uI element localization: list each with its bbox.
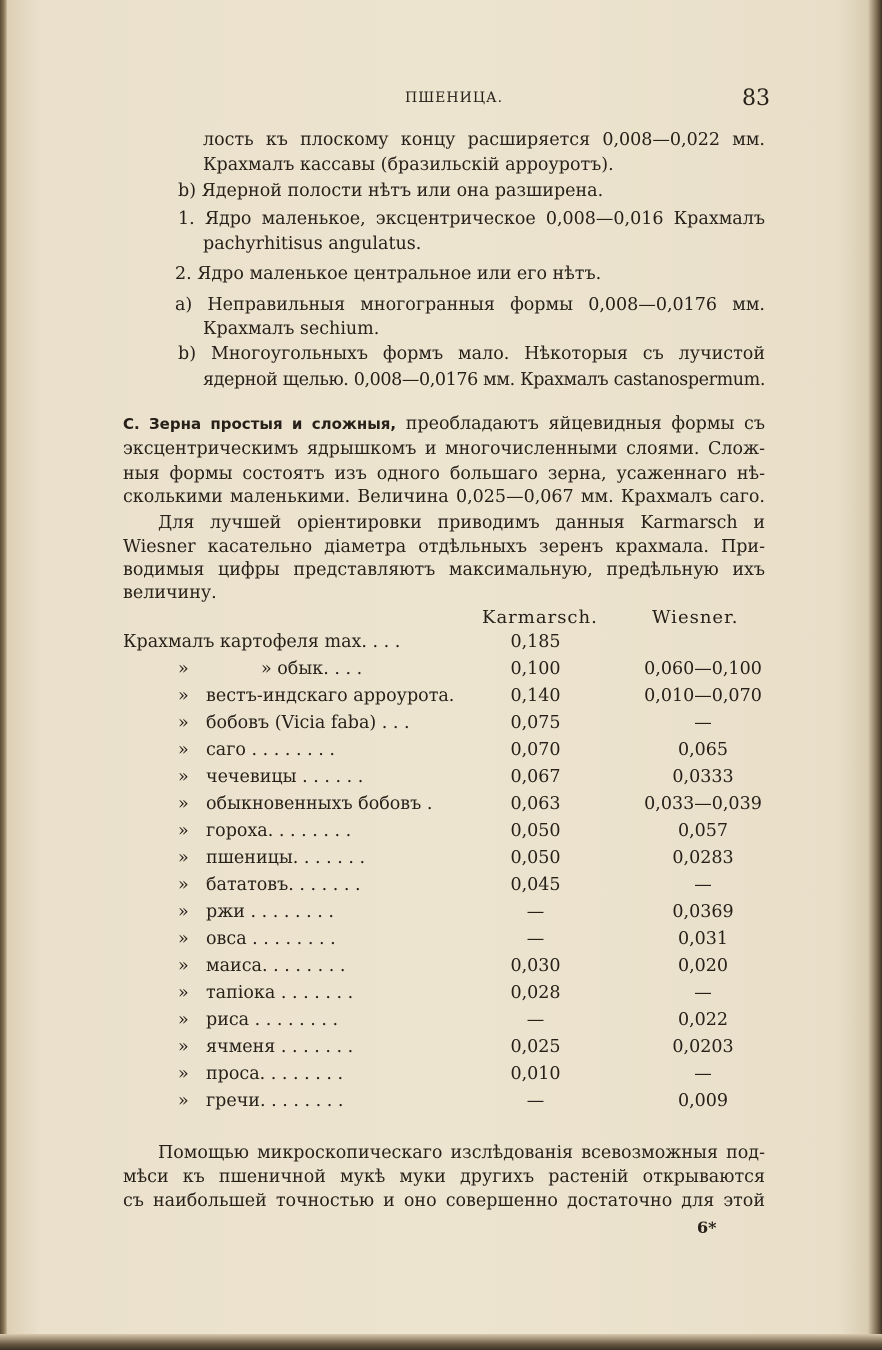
wiesner-value: 0,010—0,070 <box>644 686 762 706</box>
karmarsch-value: 0,025 <box>510 1037 561 1057</box>
section-c-line: эксцентрическимъ ядрышкомъ и многочисленными слоями. Слож- <box>123 439 765 459</box>
page-edge-right <box>868 0 882 1335</box>
wiesner-value: 0,0369 <box>672 902 734 922</box>
starch-name: вестъ-индскаго арроурота. <box>206 686 455 706</box>
section-c-heading: С. Зерна простыя и сложныя, <box>123 415 397 433</box>
starch-name: тапіока . . . . . . . <box>206 983 354 1003</box>
starch-name: Крахмалъ картофеля max. . . . <box>123 632 401 652</box>
starch-name: чечевицы . . . . . . <box>206 767 364 787</box>
wiesner-value: 0,031 <box>677 929 729 949</box>
ditto-mark: » <box>178 713 189 733</box>
column-header-wiesner: Wiesner. <box>652 607 739 628</box>
starch-name: ржи . . . . . . . . <box>206 902 334 922</box>
wiesner-value: — <box>694 1064 712 1084</box>
key-line: pachyrhitisus angulatus. <box>203 234 422 254</box>
ditto-mark: » <box>178 1037 189 1057</box>
ditto-mark: » <box>178 794 189 814</box>
karmarsch-value: 0,100 <box>510 659 561 679</box>
ditto-mark: » <box>178 740 189 760</box>
wiesner-value: 0,022 <box>677 1010 729 1030</box>
closing-line: мѣси къ пшеничной мукѣ муки другихъ растеній открываются <box>123 1167 765 1187</box>
starch-name: ячменя . . . . . . . <box>206 1037 354 1057</box>
section-c-text: преобладаютъ яйцевидныя формы съ <box>405 414 765 434</box>
intro-line: водимыя цифры представляютъ максимальную, предѣльную ихъ <box>123 560 765 580</box>
key-line: a) Неправильныя многогранныя формы 0,008—0,0176 мм. <box>175 295 765 315</box>
wiesner-value: — <box>694 875 712 895</box>
signature-mark: 6* <box>697 1218 717 1237</box>
table-row <box>123 929 768 955</box>
ditto-mark: » <box>178 956 189 976</box>
wiesner-value: 0,060—0,100 <box>644 659 762 679</box>
table-row <box>123 659 768 685</box>
key-line: b) Многоугольныхъ формъ мало. Нѣкоторыя съ лучистой <box>178 344 765 364</box>
starch-name: риса . . . . . . . . <box>206 1010 339 1030</box>
karmarsch-value: 0,063 <box>510 794 561 814</box>
table-row <box>123 632 768 658</box>
karmarsch-value: 0,067 <box>510 767 561 787</box>
intro-line: Для лучшей оріентировки приводимъ данныя Karmarsch и <box>158 513 765 533</box>
wiesner-value: 0,065 <box>677 740 729 760</box>
karmarsch-value: 0,050 <box>510 821 561 841</box>
ditto-mark: » <box>178 1064 189 1084</box>
wiesner-value: 0,009 <box>677 1091 729 1111</box>
ditto-mark: » <box>178 1091 189 1111</box>
key-line: ядерной щелью. 0,008—0,0176 мм. Крахмалъ castanospermum. <box>203 370 765 390</box>
closing-line: Помощью микроскопическаго изслѣдованія всевозможныя под- <box>158 1143 765 1163</box>
ditto-mark: » <box>178 875 189 895</box>
key-line: лость къ плоскому концу расширяется 0,008—0,022 мм. <box>203 130 765 150</box>
karmarsch-value: 0,010 <box>510 1064 561 1084</box>
key-line: 2. Ядро маленькое центральное или его нѣтъ. <box>175 264 602 284</box>
starch-name: овса . . . . . . . . <box>206 929 336 949</box>
table-row <box>123 794 768 820</box>
karmarsch-value: 0,140 <box>510 686 561 706</box>
starch-name: проса. . . . . . . . <box>206 1064 344 1084</box>
karmarsch-value: 0,050 <box>510 848 561 868</box>
karmarsch-value: — <box>526 902 545 922</box>
table-row <box>123 686 768 712</box>
running-title: ПШЕНИЦА. <box>405 90 504 106</box>
table-row <box>123 1010 768 1036</box>
karmarsch-value: 0,185 <box>510 632 561 652</box>
intro-line: величину. <box>123 583 217 603</box>
starch-name: обыкновенныхъ бобовъ . <box>206 794 433 814</box>
ditto-mark: » <box>178 767 189 787</box>
karmarsch-value: — <box>526 929 545 949</box>
wiesner-value: 0,0333 <box>672 767 734 787</box>
ditto-mark: » <box>178 929 189 949</box>
karmarsch-value: 0,075 <box>510 713 561 733</box>
ditto-mark: » <box>178 659 189 679</box>
starch-name: бататовъ. . . . . . . <box>206 875 361 895</box>
closing-line: съ наибольшей точностью и оно совершенно достаточно для этой <box>123 1191 765 1211</box>
table-row <box>123 902 768 928</box>
starch-name: » обык. . . . <box>261 659 363 679</box>
table-row <box>123 1091 768 1117</box>
column-header-karmarsch: Karmarsch. <box>482 607 598 628</box>
wiesner-value: 0,0283 <box>672 848 734 868</box>
starch-name: маиса. . . . . . . . <box>206 956 346 976</box>
karmarsch-value: — <box>526 1091 545 1111</box>
ditto-mark: » <box>178 686 189 706</box>
karmarsch-value: 0,030 <box>510 956 561 976</box>
page-number: 83 <box>742 86 770 111</box>
starch-name: гречи. . . . . . . . <box>206 1091 344 1111</box>
wiesner-value: 0,057 <box>677 821 729 841</box>
starch-name: пшеницы. . . . . . . <box>206 848 366 868</box>
ditto-mark: » <box>178 902 189 922</box>
ditto-mark: » <box>178 983 189 1003</box>
section-c-first-line <box>123 412 765 436</box>
wiesner-value: 0,033—0,039 <box>644 794 762 814</box>
book-spine-shadow <box>0 0 7 1350</box>
intro-line: Wiesner касательно діаметра отдѣльныхъ зеренъ крахмала. При- <box>123 537 765 557</box>
wiesner-value: — <box>694 713 712 733</box>
table-row <box>123 875 768 901</box>
starch-name: саго . . . . . . . . <box>206 740 335 760</box>
section-c-line: ныя формы состоятъ изъ одного большаго зерна, усаженнаго нѣ- <box>123 464 765 484</box>
table-row <box>123 740 768 766</box>
key-line: b) Ядерной полости нѣтъ или она разширена. <box>178 181 604 201</box>
page-edge-bottom <box>0 1334 882 1350</box>
wiesner-value: 0,020 <box>677 956 729 976</box>
table-row <box>123 767 768 793</box>
key-line: 1. Ядро маленькое, эксцентрическое 0,008—0,016 Крахмалъ <box>178 209 765 229</box>
table-row <box>123 956 768 982</box>
starch-name: гороха. . . . . . . . <box>206 821 352 841</box>
wiesner-value: 0,0203 <box>672 1037 734 1057</box>
table-row <box>123 713 768 739</box>
karmarsch-value: 0,045 <box>510 875 561 895</box>
karmarsch-value: 0,070 <box>510 740 561 760</box>
ditto-mark: » <box>178 1010 189 1030</box>
ditto-mark: » <box>178 848 189 868</box>
wiesner-value: — <box>694 983 712 1003</box>
key-line: Крахмалъ sechium. <box>203 319 380 339</box>
table-row <box>123 848 768 874</box>
starch-name: бобовъ (Vicia faba) . . . <box>206 713 410 733</box>
key-line: Крахмалъ кассавы (бразильскій арроуротъ). <box>203 155 614 175</box>
table-row <box>123 821 768 847</box>
karmarsch-value: 0,028 <box>510 983 561 1003</box>
section-c-line: сколькими маленькими. Величина 0,025—0,067 мм. Крахмалъ саго. <box>123 487 765 507</box>
karmarsch-value: — <box>526 1010 545 1030</box>
table-row <box>123 1064 768 1090</box>
table-row <box>123 1037 768 1063</box>
table-row <box>123 983 768 1009</box>
ditto-mark: » <box>178 821 189 841</box>
